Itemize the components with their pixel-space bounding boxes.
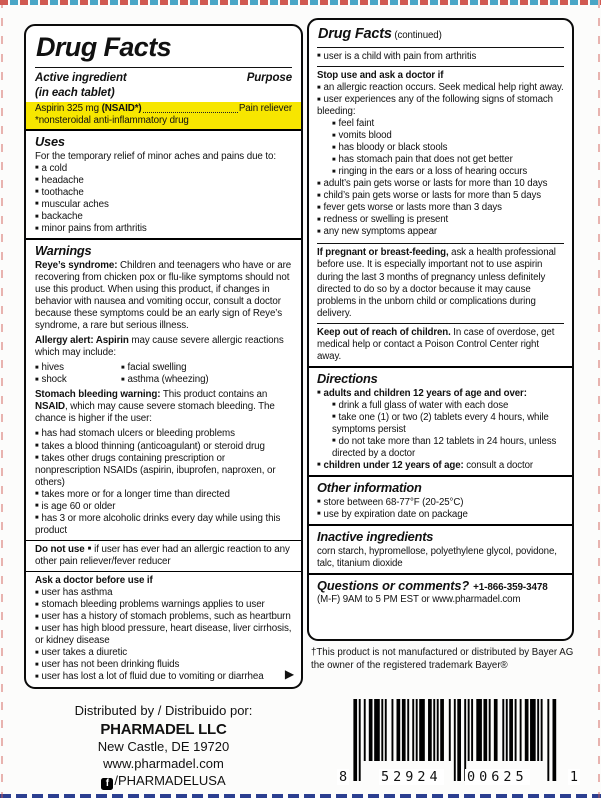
warnings-heading: Warnings	[35, 243, 92, 259]
list-item: ■ fever gets worse or lasts more than 3 days	[317, 202, 564, 214]
ingredient-row	[35, 103, 292, 115]
allergy-column-2	[121, 362, 292, 386]
list-item: ■ takes more or for a longer time than directed	[35, 489, 292, 501]
section-divider	[309, 475, 572, 477]
ask-doctor-heading: Ask a doctor before use if	[35, 574, 153, 586]
directions-adult-sublist	[332, 400, 564, 460]
dotted-leader	[143, 112, 238, 113]
drug-facts-title-text: Drug Facts	[318, 26, 392, 42]
list-item: ■ minor pains from arthritis	[35, 223, 292, 235]
list-item: ■ feel faint	[332, 118, 564, 130]
questions-heading: Questions or comments?	[317, 577, 470, 593]
facebook-icon: f	[101, 778, 113, 790]
list-item: ■ is age 60 or older	[35, 501, 292, 513]
pregnancy-text: ask a health professional before use. It is especially important not to use aspirin during the last 3 months of pregnancy unless definitely directed to do so by a doctor because it may cause problems in the unborn child or complications during delivery.	[317, 247, 556, 319]
stomach-signs-sublist	[332, 118, 564, 178]
other-information-heading: Other information	[317, 479, 422, 495]
purpose-heading: Purpose	[246, 72, 292, 85]
stomach-text-1: This product contains an	[160, 389, 268, 401]
list-item: ■ user takes a diuretic	[35, 647, 292, 659]
drug-facts-title: Drug Facts	[36, 32, 172, 62]
stomach-text-2: , which may cause severe stomach bleeding. The chance is higher if the user:	[35, 401, 275, 425]
pregnancy-warning	[317, 247, 564, 319]
list-item: ■ backache	[35, 211, 292, 223]
list-item: ■ headache	[35, 175, 292, 187]
list-item: ■ stomach bleeding problems warnings applies to user	[35, 599, 292, 611]
section-divider	[26, 129, 301, 131]
section-divider	[26, 238, 301, 240]
list-item: ■ has stomach pain that does not get better	[332, 154, 564, 166]
allergy-text: may cause severe allergic reactions which may include:	[35, 335, 284, 359]
barcode-digits	[337, 769, 580, 785]
directions-children-lead: children under 12 years of age:	[323, 459, 464, 471]
list-item: ■ drink a full glass of water with each dose	[332, 400, 564, 412]
section-divider	[309, 524, 572, 526]
uses-intro: For the temporary relief of minor aches and pains due to:	[35, 150, 276, 162]
uses-bullet-list	[35, 163, 292, 235]
list-item: ■ user has a history of stomach problems, such as heartburn	[35, 611, 292, 623]
distributor-address: New Castle, DE 19720	[97, 739, 230, 755]
stomach-bullet-list	[35, 428, 292, 536]
allergy-lead: Allergy alert: Aspirin	[35, 335, 129, 347]
package-edge-bottom	[0, 794, 601, 798]
barcode	[337, 697, 580, 789]
list-item: ■ has 3 or more alcoholic drinks every day while using this product	[35, 513, 292, 537]
in-each-tablet-label: (in each tablet)	[35, 86, 115, 99]
list-item: ■ a cold	[35, 163, 292, 175]
hairline-divider	[317, 323, 564, 324]
directions-heading: Directions	[317, 370, 378, 386]
list-item: ■ do not take more than 12 tablets in 24 hours, unless directed by a doctor	[332, 436, 564, 460]
list-item: ■ redness or swelling is present	[317, 214, 564, 226]
drug-facts-panel-left	[24, 24, 303, 689]
list-item: ■ shock	[35, 374, 121, 386]
continued-arrow-icon: ▶	[284, 667, 294, 682]
drug-facts-panel-right	[307, 18, 574, 641]
list-item: ■ user experiences any of the following signs of stomach bleeding:	[317, 94, 564, 118]
list-item: ■ has bloody or black stools	[332, 142, 564, 154]
drug-facts-continued-title	[318, 26, 564, 44]
list-item: ■ store between 68-77°F (20-25°C)	[317, 497, 564, 509]
barcode-group-1: 52924	[381, 769, 442, 785]
ask-doctor-bullet-list	[35, 587, 292, 683]
list-item: ■ facial swelling	[121, 362, 292, 374]
list-item: ■ has had stomach ulcers or bleeding problems	[35, 428, 292, 440]
other-information-list	[317, 497, 564, 521]
do-not-use-text: if user has ever had an allergic reaction to any other pain reliever/fever reducer	[35, 543, 290, 567]
purpose-value: Pain reliever	[238, 102, 292, 114]
questions-phone: +1-866-359-3478	[473, 581, 548, 593]
nsaid-abbrev: (NSAID*)	[101, 102, 142, 114]
keep-out-lead: Keep out of reach of children.	[317, 326, 451, 338]
do-not-use	[35, 544, 292, 568]
stop-use-bullets-2	[317, 178, 564, 238]
hairline-divider	[26, 540, 301, 541]
list-item: ■ child’s pain gets worse or lasts for more than 5 days	[317, 190, 564, 202]
list-item: ■ user has asthma	[35, 587, 292, 599]
section-divider	[309, 573, 572, 575]
ingredient-name-text: Aspirin 325 mg	[35, 102, 102, 114]
list-item: ■ ringing in the ears or a loss of hearing occurs	[332, 166, 564, 178]
keep-out-text: In case of overdose, get medical help or contact a Poison Control Center right away.	[317, 326, 555, 362]
continued-suffix: (continued)	[391, 30, 442, 41]
list-item: ■ asthma (wheezing)	[121, 374, 292, 386]
package-edge-top	[0, 0, 601, 5]
inactive-ingredients-text: corn starch, hypromellose, polyethylene glycol, povidone, talc, titanium dioxide	[317, 545, 557, 569]
reyes-warning	[35, 260, 292, 332]
title-rule	[35, 67, 292, 68]
barcode-digit-left: 8	[339, 769, 348, 785]
allergy-columns	[35, 362, 292, 386]
list-item: ■ take one (1) or two (2) tablets every 4 hours, while symptoms persist	[332, 412, 564, 436]
active-ingredient-label: Active ingredient	[35, 72, 127, 85]
list-item: ■ toothache	[35, 187, 292, 199]
list-item: ■ user has high blood pressure, heart disease, liver cirrhosis, or kidney disease	[35, 623, 292, 647]
list-item: ■ takes other drugs containing prescription or nonprescription NSAIDs (aspirin, ibuprofen, naproxen, or others)	[35, 453, 292, 489]
bullet-marker	[85, 544, 95, 555]
inactive-ingredients-heading: Inactive ingredients	[317, 528, 434, 544]
barcode-digit-right: 1	[569, 769, 578, 785]
directions-children-text: consult a doctor	[463, 459, 534, 471]
questions-hours: (M-F) 9AM to 5 PM EST or www.pharmadel.com	[317, 593, 521, 605]
nsaid-footnote: *nonsteroidal anti-inflammatory drug	[35, 115, 189, 126]
list-item: ■ adult’s pain gets worse or lasts for more than 10 days	[317, 178, 564, 190]
pregnancy-lead: If pregnant or breast-feeding,	[317, 247, 449, 259]
package-edge-right	[598, 0, 600, 798]
list-item: ■ any new symptoms appear	[317, 226, 564, 238]
list-item: ■ an allergic reaction occurs. Seek medical help right away.	[317, 82, 564, 94]
allergy-alert	[35, 335, 292, 359]
list-item: ■ use by expiration date on package	[317, 509, 564, 521]
stomach-nsaid: NSAID	[35, 401, 65, 413]
stomach-bleeding-warning	[35, 389, 292, 425]
hairline-divider	[317, 66, 564, 67]
stomach-lead: Stomach bleeding warning:	[35, 389, 161, 401]
allergy-column-1	[35, 362, 121, 386]
list-item: ■ user has not been drinking fluids	[35, 659, 292, 671]
distributed-by-label: Distributed by / Distribuido por:	[74, 703, 253, 718]
ingredient-name	[35, 103, 142, 115]
distributor-block	[24, 703, 303, 790]
list-item: ■ user has lost a lot of fluid due to vomiting or diarrhea	[35, 671, 292, 683]
carryover-bullet: ■ user is a child with pain from arthritis	[317, 51, 564, 63]
distributor-website: www.pharmadel.com	[103, 756, 224, 772]
active-ingredient-header	[35, 71, 292, 100]
questions-row	[317, 578, 564, 594]
facebook-handle: /PHARMADELUSA	[114, 773, 226, 789]
hairline-divider	[317, 243, 564, 244]
stop-use-bullets	[317, 82, 564, 118]
section-divider	[309, 366, 572, 368]
directions-adults: ■ adults and children 12 years of age and over:	[317, 388, 564, 400]
list-item: ■ hives	[35, 362, 121, 374]
hairline-divider	[26, 571, 301, 572]
list-item: ■ muscular aches	[35, 199, 292, 211]
distributor-name: PHARMADEL LLC	[100, 720, 227, 738]
facebook-row	[24, 773, 303, 790]
list-item: ■ vomits blood	[332, 130, 564, 142]
title-rule	[317, 47, 564, 48]
stop-use-heading: Stop use and ask a doctor if	[317, 70, 444, 81]
active-ingredient-heading	[35, 71, 127, 100]
active-ingredient-highlight	[26, 102, 301, 129]
bayer-disclaimer: †This product is not manufactured or distributed by Bayer AG the owner of the registered trademark Bayer®	[311, 647, 574, 671]
reyes-text: Children and teenagers who have or are recovering from chicken pox or flu-like symptoms should not use this product. When using this product, if changes in behavior with nausea and vomiting occur, consult a doctor because these symptoms could be an early sign of Reye’s syndrome, a rare but serious illness.	[35, 259, 292, 332]
barcode-group-2: 00625	[467, 769, 528, 785]
reyes-lead: Reye’s syndrome:	[35, 259, 118, 271]
package-edge-left	[1, 0, 3, 798]
directions-children	[317, 460, 564, 472]
uses-heading: Uses	[35, 134, 65, 150]
do-not-use-lead: Do not use	[35, 543, 85, 555]
keep-out-warning	[317, 327, 564, 363]
list-item: ■ takes a blood thinning (anticoagulant) or steroid drug	[35, 441, 292, 453]
